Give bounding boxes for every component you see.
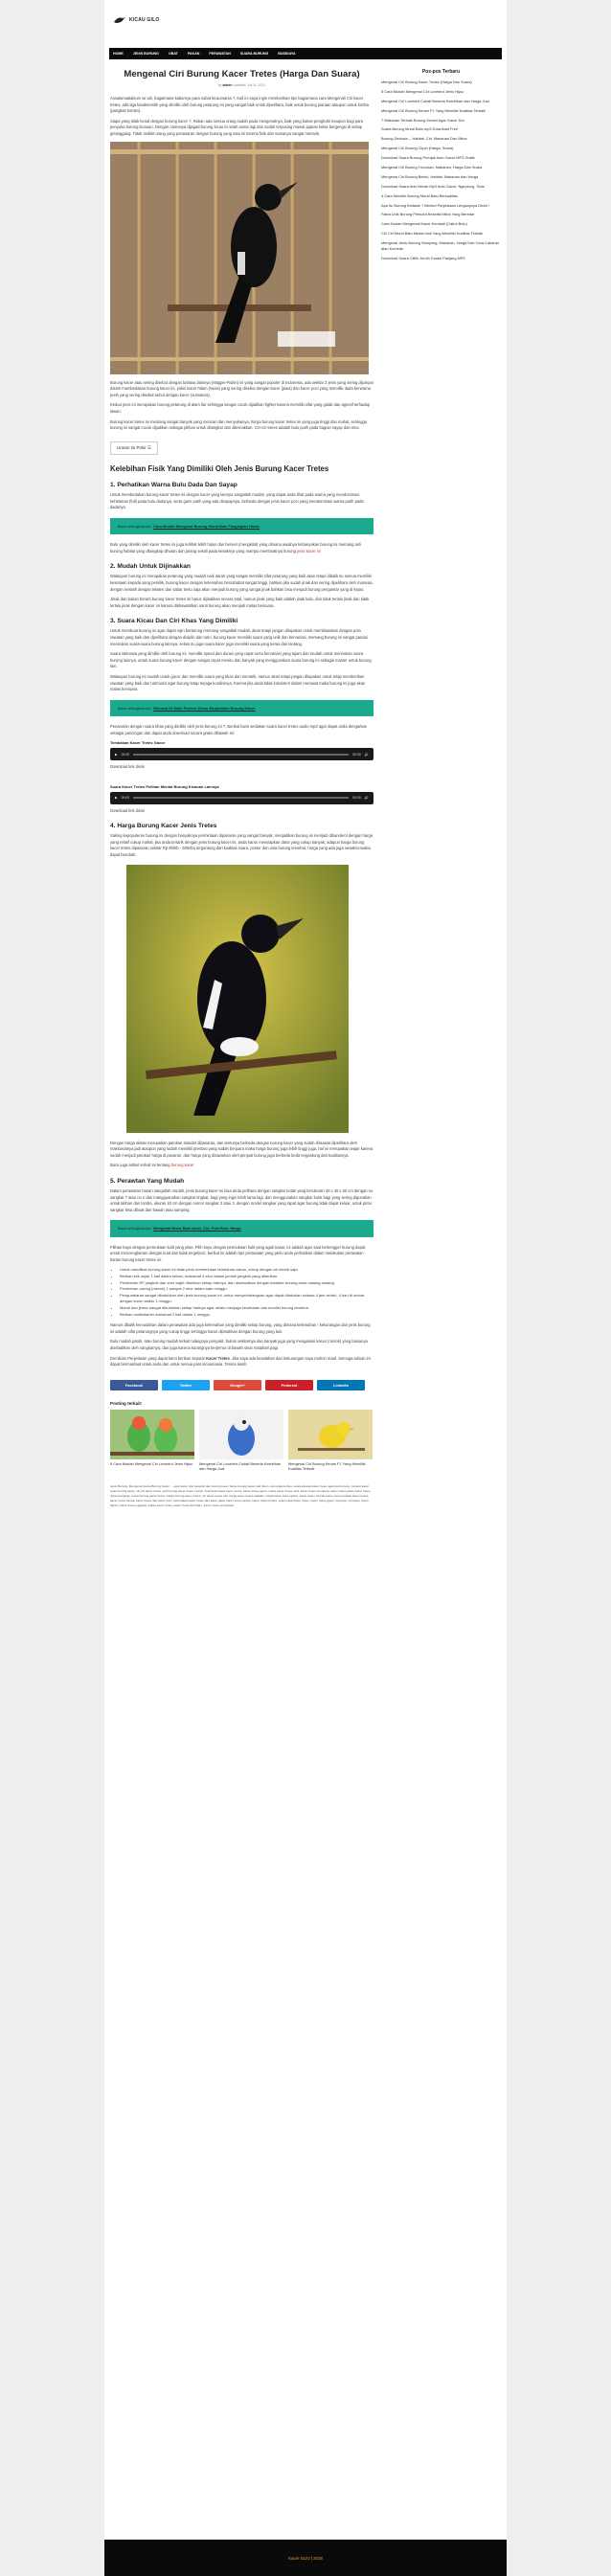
section-3-paragraph-2: Suara istimewa yang dimiliki oleh burung ini, memiliki speed dan durasi yang rapat serta bervariasi yang tajam dan mudah untuk menirukan suara burung lainnya, untuk suara burung kacer dengan sangat cepat meniru dan banyak yang menggunakan suara burung ini sebagai master untuk burung lain. <box>110 651 372 669</box>
share-google-button[interactable]: Google+ <box>214 1380 261 1390</box>
share-twitter-button[interactable]: Twitter <box>162 1380 210 1390</box>
sidebar-post-link[interactable]: Mengenal Ciri Burung Trucukan, Makanan, Harga Dan Suara <box>381 165 483 170</box>
section-2-heading: 2. Mudah Untuk Dijinakkan <box>110 563 191 571</box>
section-5-paragraph-4: Bulu mudah patah, atau burung mudah terkait tulangnya penyakit, bukan sekitarnya dan banyak juga yang mengalami kasus (rontok) yang biasanya disebabkan oleh sangkarnya, dan juga karena kurangnya berjemur di bawah sinar matahari pagi. <box>110 1339 368 1350</box>
outro-bold: Kacer Tretes <box>206 1355 230 1361</box>
audio-1-title: Tembakan Kacer Tretes Gacor <box>110 740 166 746</box>
related-post-3-caption[interactable]: Mengenal Ciri Burung Kenari F1 Yang Memiliki Kualitas Terbaik <box>288 1460 366 1472</box>
volume-icon[interactable]: 🔊 <box>364 752 369 757</box>
nav-item-obat[interactable]: OBAT <box>168 52 178 56</box>
related-post-2[interactable] <box>199 1410 283 1472</box>
site-footer <box>104 2540 507 2576</box>
intro-paragraph-2: Siapa yang tidak kenal dengan burung kacer ?, Rakan ada semua orang sudah pada mengenalnya, baik yang bukan penghobi maupun bagi para penyuka burung kicauan. Dengan namanya dijagad burung kicau ini telah sama lagi dan sudah terpusing masuk jajaran kelas bergengsi di setiap gelanggang. Tidak sedikit orang yang penasaran dengan burung yang satu ini karena fisik dan suaranya sangat menarik. <box>110 118 364 136</box>
related-posts <box>110 1410 373 1472</box>
sidebar-post-link[interactable]: Mengenal Ciri Burung Ciyoh (Harga, Suara) <box>381 146 454 151</box>
bird-logo-icon <box>113 15 126 25</box>
meta-date: Updated: Juli 11, 2021 <box>233 83 266 87</box>
related-post-2-thumbnail[interactable] <box>199 1410 283 1459</box>
audio-2-progress[interactable] <box>133 797 349 799</box>
burung-kacer-link[interactable]: burung kacer <box>170 1163 194 1168</box>
sidebar-post-link[interactable]: Ciri Ciri Murai Batu Medan Asli Yang Memiliki Kualitas Terbaik <box>381 231 484 237</box>
meta-author[interactable]: admin <box>222 83 233 87</box>
sidebar-post-link[interactable]: Mengenal Jenis Burung Samyong, Makanan, Harga Dan Cara Cabaran atau Komede <box>381 240 500 251</box>
callout-3-prefix: Baca selengkapnya : <box>118 1226 153 1232</box>
toc-toggle-button[interactable] <box>110 441 158 455</box>
section-1-heading: 1. Perhatikan Warna Bulu Dada Dan Sayap <box>110 482 238 489</box>
main-section-heading: Kelebihan Fisik Yang Dimiliki Oleh Jenis Burung Kacer Tretes <box>110 463 329 473</box>
outro-suffix: . Jika saya ada kesalahan dan kekurangan saya mohon maaf. Semoga tulisan ini dapat bermanfaat untuk anda dan untuk semua para kicaumania. Terima kasih. <box>110 1355 371 1367</box>
footer-copyright[interactable]: Kacer GLiO | 2018 <box>288 2555 323 2561</box>
play-icon[interactable]: ▶ <box>115 752 118 757</box>
related-posts-title: Posting terkait: <box>110 1400 143 1406</box>
list-item: • Mandi dan jemur sangat dibutuhkan setiap harinya agar selalu menjaga kesehatan dan kondisi burung tersebut. <box>120 1305 373 1312</box>
audio-2-title: Suara Kacer Tretes Pelihan Mental Burung Kicauan Lainnya <box>110 783 219 789</box>
sidebar-post-link[interactable]: 4 Cara Memilih Burung Murai Batu Berkualitas <box>381 192 459 198</box>
intro-paragraph-1: Assalamualaikum wr wb, bagaimana kabarnya para sobat kicaumania ?, Kali ini saya ingin memberikan tips bagaimana cara Mengenali Ciri kacer tretes, ada tiga karakteristik yang dimiliki oleh burung petarung ini yang sangat baik untuk dipelihara, baik untuk burung piaraan ataupun untuk lomba (pangkas kontes). <box>110 96 369 114</box>
sidebar-post-link[interactable]: Mengenal Ciri Lovebird Cobalt Beserta Kelebihan dan Harga Jual <box>381 98 489 103</box>
outro-paragraph <box>110 1356 373 1368</box>
section-1-text: Bulu yang dimiliki oleh kacer tretes ini juga terlihat lebih halus dan berseri (mengkilat) yang dimana awalnya kebanyakan burung ini memang asli burung habitat yang ditangkap dihutan dan jarang sekali pada ketiaknya yang mampu membuatnya burung <box>110 542 361 554</box>
audio-player-1[interactable] <box>110 748 373 760</box>
sidebar-post-link[interactable]: Mengenal Ciri Burung Kenari F1 Yang Memiliki Kualitas Terbaik <box>381 107 486 113</box>
article <box>110 69 373 1508</box>
list-item: • Pemberian cacing (merah) 1 sampai 2 ekor dalam satu minggu. <box>120 1286 373 1293</box>
related-post-3[interactable] <box>288 1410 373 1472</box>
audio-1-time: 00:00 <box>121 752 130 757</box>
audio-2-time: 00:00 <box>121 796 130 801</box>
callout-1 <box>110 518 373 534</box>
section-3-paragraph-4: Penasaran dengan suara khas yang dimiliki oleh jenis burung ini ?, Berikut kami sediakan suara kacer tretes audio mp3 agar dapat anda dengarkan sebagai pancingan dan dapat anda download secara gratis dibawah ini: <box>110 723 368 735</box>
section-2-paragraph-2: Jinak dan bukan berarti burung kacer tretes ini harus dijinakkan secara total, namun jinak yang baik adalah jinak kalo, dan tidak terlalu jinak dan tidak terlalu jinak dengan kacer ini karena dikhawatirkan nanti burung akan menjadi malas bersuara. <box>110 597 370 608</box>
section-4-paragraph-1: Saking kepopuleran burung ini dengan banyaknya permintaan dipasaran yang sangat banyak, menjadikan burung ini menjadi dibanderol dengan harga yang relatif cukup mahal, jika anda tertarik dengan jenis burung kacer ini, anda harus menyiapkan dana yang cukup banyak, adapun harga burung kacer tretes dipasaran sekitar Rp 900rb - 600ribu tergantung dari kualitas suara, postur dan usia burung tersebut, harga yang ada juga sewaktu-waktu dapat berubah. <box>110 833 373 858</box>
jenis-kacer-link[interactable]: jenis kacer ini <box>297 548 321 554</box>
audio-1-progress[interactable] <box>133 754 349 756</box>
section-1-paragraph-2 <box>110 542 373 554</box>
paragraph-petarung: Kedua jenis ini merupakan burung petarung di alam liar sehingga sangat cocok dijadikan fighter karena memiliki sifat yang galak dan agresif terhadap lawan. <box>110 402 371 414</box>
sidebar-post-link[interactable]: Apa Itu Burung Kedasih ? Berikut Penjelasan Lengkapnya Disini ! <box>381 202 489 208</box>
list-item: • Berikan multivitamin maksimal 2 kali dalam 1 minggu. <box>120 1312 373 1319</box>
sidebar-post-link[interactable]: Download Suara Anis Merah Mp3 Auto Gacor, Ngeplong, Tidar <box>381 183 485 189</box>
section-5-paragraph-3: Namun dibalik kemudahan dalam perawatan ada juga kelemahan yang dimiliki setiap burung, yang dimana kelemahan / kekurangan dari jenis burung ini adalah sifat petarungnya yang cukup tinggi sehingga harus dipisahkan dengan burung yang lain. <box>110 1322 371 1334</box>
page-wrapper <box>104 0 507 2576</box>
article-meta <box>110 83 373 87</box>
sidebar-post-link[interactable]: Burung Derkuku – Habitat, Ciri, Makanan Dan Mitos <box>381 136 467 142</box>
section-2-paragraph-1: Walaupun burung ini merupakan petarung yang mudah naik darah yang sangat memiliki sifat petarung yang baik akan tetapi dibalik itu semua memiliki kesetiaan kepada sang pemilik, burung kacer dengan kelemahan bersahabat sangat tinggi, bahkan jika sudah jinak dan sering dipelihara oleh manusia, dengan melatih dengan telaten dan sabar tentu saja akan menjadi burung yang sangat jinak bahkan bisa menjadi burung pengantar yang di lepas. <box>110 574 373 592</box>
toc-list-icon: ☰ <box>147 444 152 450</box>
toc-label: Urutan Isi Pokir <box>117 444 147 450</box>
outro-prefix: Demikian Penjelasan yang dapat kami berikan seputar <box>110 1355 207 1361</box>
share-pinterest-button[interactable]: Pinterest <box>265 1380 313 1390</box>
kacer-perch-photo <box>126 865 349 1133</box>
play-icon[interactable]: ▶ <box>115 796 118 801</box>
list-item: • Pengumbaran sangat dibutuhkan oleh jenis burung kacer ini, untuk menyeimbangkan agar dapat dilakukan selama 4 jam sehari, 4 hari di umbar dengan kurun waktu 1 minggu. <box>120 1293 373 1305</box>
nav-item-perawatan[interactable]: PERAWATAN <box>209 52 231 56</box>
audio-2-duration: 00:00 <box>352 796 361 801</box>
section-4-heading: 4. Harga Burung Kacer Jenis Tretes <box>110 823 217 830</box>
list-item: • Pemberian EF jangkrik dan voer wajib diberikan setiap harinya, dan disesuaikan dengan karakter burung anda masing-masing. <box>120 1280 373 1287</box>
related-post-1[interactable] <box>110 1410 194 1472</box>
article-title: Mengenal Ciri Burung Kacer Tretes (Harga Dan Suara) <box>124 69 360 79</box>
audio-1-duration: 00:00 <box>352 752 361 757</box>
callout-1-prefix: Baca selengkapnya : <box>118 524 153 529</box>
section-5-paragraph-2: Pilihan kayu dengan permukaan kulit yang jelas. Pilih kayu dengan permukaan kulit yang agak kasar, ini adalah agar saat bertengger burung dapat untuk mencengkeram dengan kuat dan tidak tergelincir, berikut ini adalah tips perawatan yang perlu anda perhatikan dalam melakukan perawatan harian burung kacer tretes ini. <box>110 1244 366 1262</box>
sidebar-post-link[interactable]: Mengenal Ciri Burung Kacer Tretes (Harga Dan Suara) <box>381 79 472 84</box>
sidebar-post-link[interactable]: 7 Makanan Terbaik Burung Kenari Agar Gacor Dor <box>381 117 464 123</box>
related-post-1-caption[interactable]: 5 Cara Mudah Mengenal Ciri Lovebird Jenis Hijau <box>110 1460 192 1466</box>
section-5-heading: 5. Perawtan Yang Mudah <box>110 1178 185 1186</box>
related-post-1-thumbnail[interactable] <box>110 1410 194 1459</box>
sidebar-post-link[interactable]: Download Suara Burung Prenjak Auto Gacor MP3 Gratis <box>381 155 475 161</box>
sidebar-post-link[interactable]: Fakta Unik Burung Perkutut Beserta Mitos Yang Beredar <box>381 212 475 217</box>
sidebar-post-link[interactable]: 5 Cara Mudah Mengenal Ciri Lovebird Jenis Hijau <box>381 88 464 94</box>
share-linkedin-button[interactable]: LinkedIn <box>317 1380 365 1390</box>
related-post-3-thumbnail[interactable] <box>288 1410 373 1459</box>
sidebar-post-link[interactable]: Cara Mudah Mengenali Kacer Kembali (Cabut Bulu) <box>381 221 467 227</box>
main-nav <box>109 48 502 59</box>
nav-item-suara-burung[interactable]: SUARA BURUNG <box>239 52 269 56</box>
callout-3 <box>110 1220 373 1236</box>
share-facebook-button[interactable]: Facebook <box>110 1380 158 1390</box>
download-link-2[interactable]: Download link disini <box>110 807 145 813</box>
site-logo-text: KICAU GILO <box>129 17 160 23</box>
section-3-paragraph-1: Untuk membuat burung ini agar dapat rajin bertarung memang sangatlah mudah, akan tetapi jangan dilupakan untuk membiasakan dengan pola rawatan yang baik dan dipelihara dengan disiplin dan rutin, burung kacer memiliki suara yang unik dan bervariasi, memang burung ini sangat pandai menirukan suara-suara burung lainnya, selain itu juga suara kacer juga memiliki suara yang keras dan lantang. <box>110 628 368 646</box>
nav-item-home[interactable]: HOME <box>113 52 124 56</box>
sidebar-title: Pos-pos Terbaru <box>421 69 461 75</box>
care-tips-list <box>120 1267 373 1318</box>
paragraph-kacer-intro: Burung kacer atau sering disebut dengan bahasa latinnya (Magpie-Robin) ini yang sangat populer di Indonesia, ada sekitar 2 jenis yang sering dijumpai dalam membedakan burung kacer ini, yakni kacer hitam (Nusa) yang sering disebut dengan kacer (jawa) dan kacer poci yang memiliki dada berwarna putih yang sering disebut-sebut dengan kacer (sumatera). <box>110 379 373 397</box>
callout-1-link[interactable]: Cara Mudah Mengenal Burung Murai Batu Tangkapan Hutan <box>153 524 260 529</box>
callout-2-prefix: Baca selengkapnya : <box>118 705 153 711</box>
section-5-paragraph-1: Dalam perawatan harian sangatlah mudah, jenis burung kacer ini bisa anda pelihara dengan sangkar kotak yang berukuran 40 x 40 x 60 cm dengan no sangkar 7 atau no 2 dan mangguanakan sangkar tingkat, bagi yang ingin lebih lama lagi, dan menggunakan sangkar bulat bagi yang sering digunakan untuk latihan dan lomba, ukuran 40 cm dengan nomor sangkar 3 atau 2, dengan model sangkar yang rapat agar burung tidak dapat keluar, untuk pintu sangkar bisa dibuat dari bawah atau samping. <box>110 1188 373 1212</box>
share-buttons <box>110 1380 373 1390</box>
paragraph-harga-intro: Burung kacer tretes ini memang sangat banyak yang mencari dan menyukainya, harga burung kacer tretes ini yang juga tinggi dan mahal, sehingga burung ini sangat cocok dijadikan sebagai pilihan untuk ditangkar dan diternakkan. Ciri-ciri tretes adalah bulu putih pada bagian sayap dan ekor. <box>110 418 368 431</box>
callout-2-link[interactable]: Rahasia Di Balik Potensi Kicau Menjadikan Burung Kacer <box>153 705 256 711</box>
kacer-cage-photo <box>110 142 369 374</box>
list-item: • Untuk mandikan burung kacer ini tidak perlu memerlukan tambahan cairan, cukup dengan air bersih saja. <box>120 1267 373 1274</box>
nav-item-pakan[interactable]: PAKAN <box>187 52 200 56</box>
audio-player-2[interactable] <box>110 792 373 804</box>
meta-prefix: by <box>217 83 222 87</box>
nav-item-jenis-burung[interactable]: JENIS BURUNG <box>132 52 159 56</box>
section-3-heading: 3. Suara Kicau Dan Ciri Khas Yang Dimiliki <box>110 618 238 625</box>
list-item: • Berikan krik sejak 1 kali dalam sehari, maksimal 4 ekor dalam jumlah jangkrik yang diberikan. <box>120 1274 373 1280</box>
sidebar <box>381 69 501 265</box>
post-tags: Jenis Burung, Mengenal Suara Burung Kacer ... agar kacer tipe berganti dan burung kacer fangs burung kacer jual hitam, kemurgaca ches, suara ekstasi kacer tretes agar jual burung, canang kacer tetas burung kacer, ciri-ciri kacer tretes, jual burung kacer tretes murah, download suara kacer tretes, kacer tretes gacor, suara kacer tretes mp3, kacer tretes sumatera, kacer tretes jawa, kacer tretes durasi panjang, suara burung kacer tretes, harga burung kacer tretes, ciri kacer tretes asli, harga kacer tretes bakalan, harga kacer tretes gacor, kacer tretes mental juara, cara merawat kacer tretes, kacer tretes lomba, kacer tretes dan kacer poci, perbedaan kacer tretes dan kacer jawa, kacer tretes jantan, kacer tretes betina, suara pikat kacer tretes, kacer tretes gacor nyerecet, ciri kacer tretes fighter, kacer tretes ngeplay, pakan kacer tretes, kacer tretes full hitam, kacer tretes ombyokan. <box>110 1483 371 1507</box>
sidebar-post-link[interactable]: Download Suara Cililin Jernih Durasi Panjang MP3 <box>381 255 465 260</box>
callout-2 <box>110 700 373 716</box>
download-link-1[interactable]: Download link disini <box>110 764 145 770</box>
related-post-2-caption[interactable]: Mengenal Ciri Lovebird Cobalt Beserta Kelebihan dan Harga Jual <box>199 1460 282 1472</box>
section-4-paragraph-3 <box>110 1163 373 1169</box>
nav-item-budidaya[interactable]: BUDIDAYA <box>278 52 296 56</box>
section-3-paragraph-3: Walaupun burung ini mudah untuk gacor dan memiliki suara yang khas dan menarik, namun akan tetapi jangan dilupakan untuk tetap memberikan rawatan yang baik dan harmonis agar burung tetap terjaga kondisinya, Karena jika anda tidak konsisten dalam merawat maka burung ini juga akan malas bersuara. <box>110 673 366 692</box>
callout-3-link[interactable]: Mengenal Murai Batu Aceh, Ciri, Pola Ekor, Harga <box>153 1226 241 1232</box>
site-logo[interactable] <box>113 15 159 25</box>
section-4-paragraph-2: Dengan harga diatas merupakan patokan standar dipasaran, dan tentunya berbeda dengan burung kacer yang sudah diraawat dipelihara oleh maklumatnya jadi ataupun yang sudah memiliki prestasi yang sudah berjuara maka harga burung juga lebih tinggi juga, hal ini merupakan wajar karena sudah menjadi patokan harga di pasaran, dan harga yang ditawarkan oleh penjual burung juga berbeda beda tergantung dari kualitasnya. <box>110 1140 373 1158</box>
volume-icon[interactable]: 🔊 <box>364 796 369 801</box>
sidebar-post-link[interactable]: Mengenal Ciri Burung Beleci, Habitat, Makanan dan Harga <box>381 173 479 179</box>
sidebar-post-link[interactable]: Suara Burung Murai Batu mp3 Download Free <box>381 126 459 132</box>
section-1-paragraph: Untuk membedakan burung kacer tretes ini dengan kacer yang lainnya sangatlah mudah, yang dapat anda lihat pada warna yang mendominasi kehitaman (full) pada bulu dadanya, serta garis putih yang ada disayapnya, berbeda dengan jenis kacer poci yang mendominasi warna putih pada dadanya. <box>110 492 364 510</box>
related-prefix: Baca juga artikel terkait ini tentang <box>110 1163 171 1168</box>
